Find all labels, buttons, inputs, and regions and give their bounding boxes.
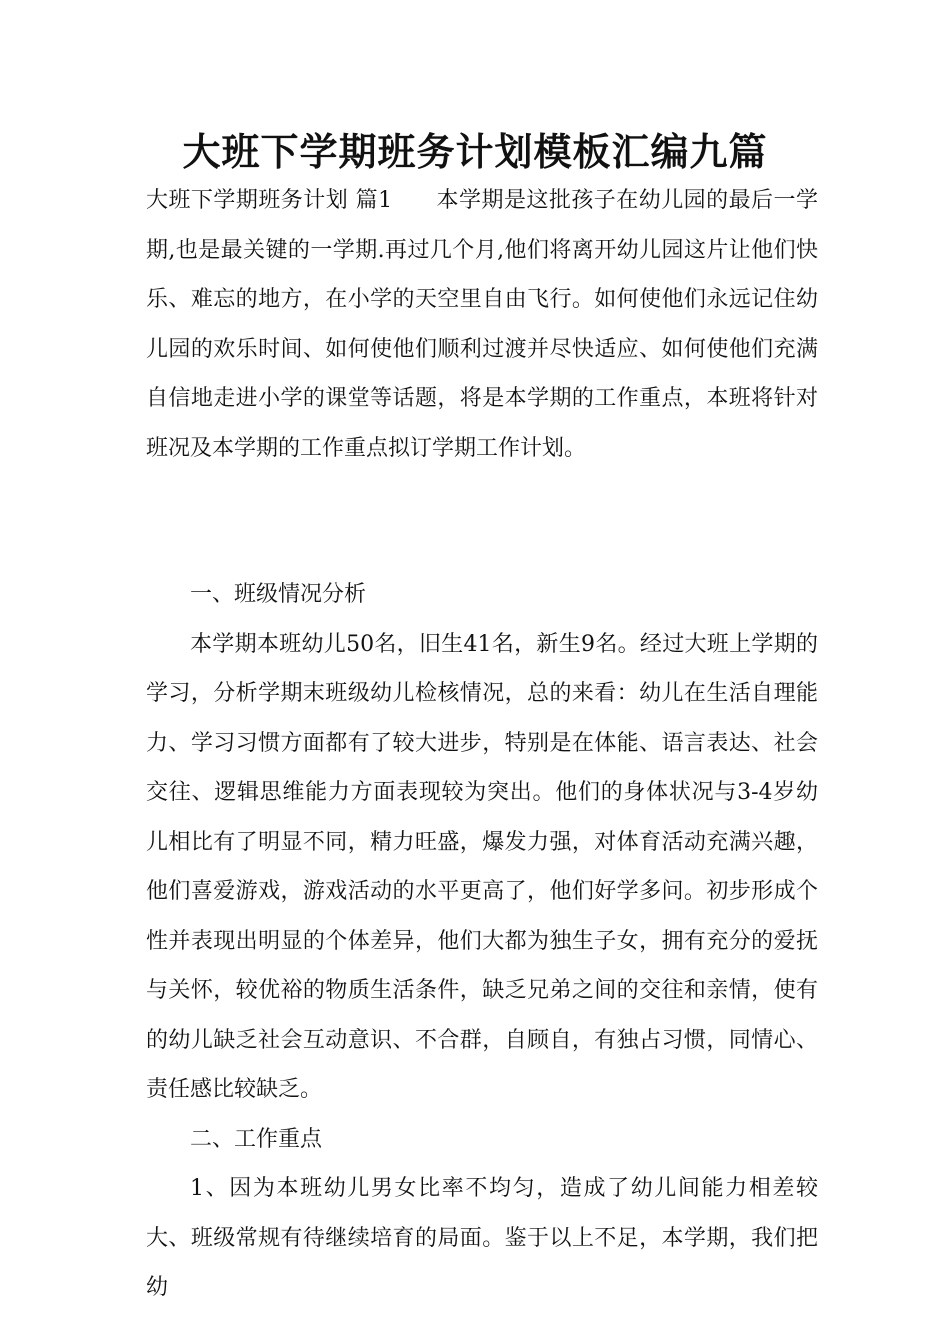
intro-label: 大班下学期班务计划 篇1	[146, 188, 393, 213]
intro-text: 本学期是这批孩子在幼儿园的最后一学期,也是最关键的一学期.再过几个月,他们将离开幼儿园这片让他们快乐、难忘的地方，在小学的天空里自由飞行。如何使他们永远记住幼儿园的欢乐时间、如何使他们顺利过渡并尽快适应、如何使他们充满自信地走进小学的课堂等话题，将是本学期的工作重点，本班将针对班况及本学期的工作重点拟订学期工作计划。	[146, 188, 818, 461]
section1-paragraph: 本学期本班幼儿50名，旧生41名，新生9名。经过大班上学期的学习，分析学期末班级幼儿检核情况，总的来看：幼儿在生活自理能力、学习习惯方面都有了较大进步，特别是在体能、语言表达、社会交往、逻辑思维能力方面表现较为突出。他们的身体状况与3-4岁幼儿相比有了明显不同，精力旺盛，爆发力强，对体育活动充满兴趣，他们喜爱游戏，游戏活动的水平更高了，他们好学多问。初步形成个性并表现出明显的个体差异，他们大都为独生子女，拥有充分的爱抚与关怀，较优裕的物质生活条件，缺乏兄弟之间的交往和亲情，使有的幼儿缺乏社会互动意识、不合群，自顾自，有独占习惯，同情心、责任感比较缺乏。	[146, 631, 818, 1102]
intro-paragraph	[146, 176, 818, 473]
section2-heading: 二、工作重点	[190, 1126, 323, 1152]
section-gap	[146, 473, 818, 570]
section1-heading: 一、班级情况分析	[190, 582, 367, 607]
section2-paragraph: 1、因为本班幼儿男女比率不均匀，造成了幼儿间能力相差较大、班级常规有待继续培育的局面。鉴于以上不足，本学期，我们把幼	[146, 1176, 818, 1300]
document-title: 大班下学期班务计划模板汇编九篇	[182, 129, 768, 174]
document-body	[146, 176, 818, 1313]
